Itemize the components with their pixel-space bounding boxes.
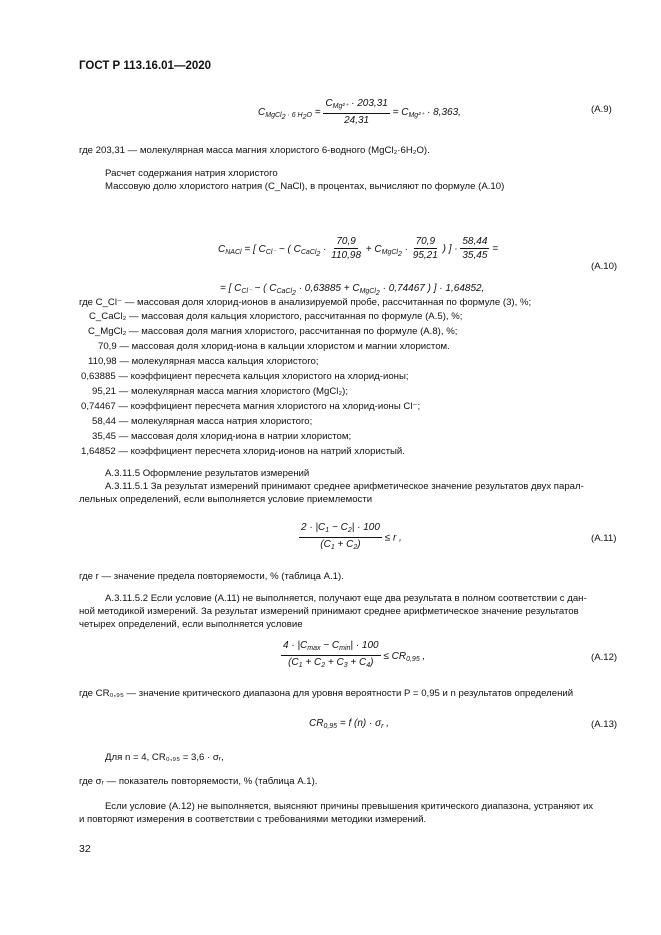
section-nacl-title: Расчет содержания натрия хлористого (105, 168, 278, 179)
legend-item (92, 386, 348, 397)
legend-text: — массовая доля хлорид-иона в кальции хлористом и магнии хлористом. (119, 341, 450, 352)
legend-text: — массовая доля кальция хлористого, рассчитанная по формуле (А.5), %; (128, 311, 463, 322)
section-results-title: А.3.11.5 Оформление результатов измерений (105, 468, 310, 479)
page-number: 32 (79, 843, 91, 855)
legend-text: — коэффициент пересчета кальция хлористого на хлорид-ионы; (118, 371, 409, 382)
legend-item (88, 326, 457, 337)
equation-number-a10: (А.10) (591, 261, 618, 272)
legend-item (92, 431, 351, 442)
note-a11: где r — значение предела повторяемости, % (таблица А.1). (79, 571, 344, 582)
legend-symbol: 1,64852 (81, 446, 116, 457)
legend-symbol: 70,9 (98, 341, 117, 352)
legend-symbol: 95,21 (92, 386, 117, 397)
legend-text: — молекулярная масса кальция хлористого; (119, 356, 319, 367)
equation-a12: $\frac{4 \cdot |C_{max} - C_{min}| \cdot 100}{(C_1 + C_2 + C_3 + C_4)}$ ≤ $CR_{0,95}$ , (283, 640, 426, 669)
paragraph-2-line-3: четырех определений, если выполняется условие (79, 619, 303, 630)
equation-number-a9: (А.9) (591, 104, 612, 115)
legend-text: — массовая доля хлорид-ионов в анализируемой пробе, рассчитанная по формуле (3), %; (124, 297, 532, 308)
legend-item (98, 341, 450, 352)
legend-item (89, 311, 462, 322)
legend-symbol: 110,98 (88, 356, 117, 367)
legend-symbol: C_MgCl₂ (88, 326, 127, 337)
equation-number-a11: (А.11) (591, 533, 617, 544)
legend-item (81, 446, 405, 457)
legend-text: — коэффициент пересчета магния хлористого на хлорид-ионы Cl⁻; (118, 401, 421, 412)
equation-a13: $CR_{0,95} = f$ $(n) \cdot \sigma_r$ , (309, 718, 390, 730)
paragraph-2-line-1: А.3.11.5.2 Если условие (А.11) не выполняется, получают еще два результата в полном соответствии с дан- (105, 593, 587, 604)
note-a12: где CR₀,₉₅ — значение критического диапазона для уровня вероятности P = 0,95 и n результатов определений (79, 688, 574, 699)
note-sigma: где σᵣ — показатель повторяемости, % (таблица А.1). (79, 776, 318, 787)
legend-symbol: C_CaCl₂ (89, 311, 127, 322)
legend-text: — молекулярная масса магния хлористого (MgCl₂); (118, 386, 348, 397)
legend-text: — массовая доля магния хлористого, рассчитанная по формуле (А.8), %; (129, 326, 458, 337)
legend-symbol: 58,44 (92, 416, 117, 427)
legend-symbol: 35,45 (92, 431, 117, 442)
equation-number-a12: (А.12) (591, 652, 618, 663)
legend-item (88, 356, 319, 367)
legend-text: — молекулярная масса натрия хлористого; (118, 416, 313, 427)
paragraph-1-line-1: А.3.11.5.1 За результат измерений принимают среднее арифметическое значение результатов двух парал- (105, 481, 584, 492)
legend-symbol: где C_Cl⁻ (79, 297, 123, 308)
document-header: ГОСТ Р 113.16.01—2020 (79, 60, 212, 72)
legend-symbol: 0,63885 (81, 371, 116, 382)
legend-item (81, 371, 409, 382)
equation-a11: $\frac{2 \cdot |C_1 - C_2| \cdot 100}{(C_1 + C_2)}$ ≤ r , (301, 522, 402, 551)
equation-number-a13: (А.13) (591, 719, 618, 730)
legend-item (79, 297, 531, 308)
n4-line: Для n = 4, CR₀,₉₅ = 3,6 · σᵣ, (105, 752, 224, 763)
paragraph-3-line-1: Если условие (А.12) не выполняется, выясняют причины превышения критического диапазона, устраняют их (105, 801, 594, 812)
paragraph-1-line-2: лельных определений, если выполняется условие приемлемости (79, 494, 373, 505)
paragraph-2-line-2: ной методикой измерений. За результат измерений принимают среднее арифметическое значение результатов (79, 606, 579, 617)
paragraph-3-line-2: и повторяют измерения в соответствии с требованиями методики измерений. (79, 814, 427, 825)
equation-a10-line1: $C_{NACl}$ = [ $C_{Cl^-}$ − ( $C_{CaCl_2}$ · $\frac{70,9}{110,98}$ + $C_{MgCl_2}$ · $\frac{70,9}{95,21}$ ) ] · $\frac{58,44}{35,45}$ = (218, 236, 499, 261)
legend-item (92, 416, 312, 427)
legend-text: — коэффициент пересчета хлорид-ионов на натрий хлористый. (118, 446, 405, 457)
equation-a9: $C_{MgCl_2 \cdot 6 H_2O}$ = $\frac{C_{Mg^{2+}} \cdot 203,31}{24,31}$ = $C_{Mg^{2+}} \cdot 8,363$, (258, 98, 461, 126)
section-nacl-intro: Массовую долю хлористого натрия (C_NaCl), в процентах, вычисляют по формуле (А.10) (105, 181, 505, 192)
legend-symbol: 0,74467 (81, 401, 116, 412)
note-a9: где 203,31 — молекулярная масса магния хлористого 6-водного (MgCl₂·6H₂O). (79, 145, 430, 156)
legend-item (81, 401, 420, 412)
legend-text: — массовая доля хлорид-иона в натрии хлористом; (118, 431, 352, 442)
equation-a10-line2: = [ $C_{Cl^-}$ − ( $C_{CaCl_2} \cdot 0,63885 + C_{MgCl_2} \cdot 0,74467$ ) ] · 1,64852, (220, 283, 485, 297)
